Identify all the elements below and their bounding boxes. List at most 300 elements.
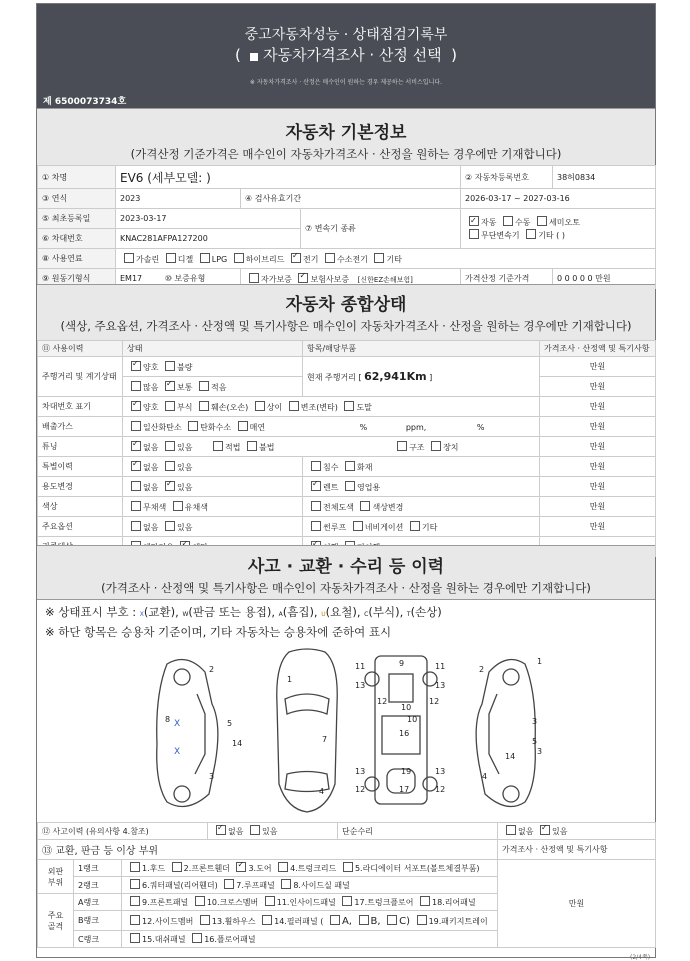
subtitle-close: ) bbox=[451, 46, 458, 64]
mileage-many-label: 많음 bbox=[143, 382, 159, 392]
first-reg-label: ⑤ 최초등록일 bbox=[38, 209, 116, 229]
mileage-text: 현재 주행거리 [ bbox=[307, 373, 362, 382]
mileage-few-label: 적음 bbox=[211, 382, 227, 392]
part-17-checkbox[interactable] bbox=[342, 896, 352, 906]
pillar-c-label: C) bbox=[399, 915, 411, 927]
mileage-normal-checkbox[interactable] bbox=[165, 381, 175, 391]
basic-info-title: 자동차 기본정보 bbox=[285, 123, 407, 143]
part-5-checkbox[interactable] bbox=[343, 862, 353, 872]
part-number-12: 12 bbox=[435, 785, 446, 794]
option-exist-checkbox[interactable] bbox=[165, 521, 175, 531]
exchange-label: ⑬ 교환, 판금 등 이상 부위 bbox=[38, 840, 498, 860]
car-damage-diagram bbox=[37, 644, 655, 820]
fuel-hybrid-checkbox[interactable] bbox=[234, 253, 244, 263]
part-19-label: 19.패키지트레이 bbox=[428, 916, 488, 926]
rankC-items bbox=[122, 931, 498, 948]
vin-corrode-checkbox[interactable] bbox=[165, 401, 175, 411]
vin-label: ⑥ 차대번호 bbox=[38, 229, 116, 249]
trans-auto-label: 자동 bbox=[481, 217, 497, 227]
option-state bbox=[123, 517, 303, 537]
basic-info-table bbox=[37, 165, 656, 289]
fuel-diesel-label: 디젤 bbox=[177, 254, 194, 264]
vin-mark-label: 차대번호 표기 bbox=[38, 397, 123, 417]
part-number-2: 2 bbox=[479, 665, 485, 674]
co-checkbox[interactable] bbox=[131, 421, 141, 431]
mileage-price-1: 만원 bbox=[540, 357, 656, 377]
part-number-3: 3 bbox=[209, 772, 215, 781]
legend-u-symbol: U bbox=[321, 611, 326, 618]
part-number-4: 4 bbox=[482, 772, 488, 781]
business-checkbox[interactable] bbox=[345, 481, 355, 491]
car-outline-right-side bbox=[476, 660, 538, 807]
part-number-2: 2 bbox=[209, 665, 215, 674]
vin-price: 만원 bbox=[540, 397, 656, 417]
vin-mark-options bbox=[123, 397, 540, 417]
tuning-legal-checkbox[interactable] bbox=[213, 441, 223, 451]
trans-semi-checkbox[interactable] bbox=[537, 216, 547, 226]
legend-x-symbol: X bbox=[139, 611, 144, 618]
col-price: 가격조사 · 산정액 및 특기사항 bbox=[540, 341, 656, 357]
color-detail bbox=[303, 497, 540, 517]
vin-damage-checkbox[interactable] bbox=[199, 401, 209, 411]
status-symbol-legend bbox=[45, 604, 442, 620]
trans-semi-label: 세미오토 bbox=[549, 217, 580, 227]
legend-w-text: (판금 또는 용접), bbox=[188, 605, 275, 619]
legend-c-text: (부식), bbox=[368, 605, 404, 619]
legend-prefix: ※ 상태표시 부호 : bbox=[45, 605, 137, 619]
part-6-checkbox[interactable] bbox=[130, 879, 140, 889]
color-state bbox=[123, 497, 303, 517]
part-number-5: 5 bbox=[227, 719, 233, 728]
special-none-checkbox[interactable] bbox=[131, 461, 141, 471]
part-18-checkbox[interactable] bbox=[420, 896, 430, 906]
co-label: 일산화탄소 bbox=[143, 422, 182, 432]
business-label: 영업용 bbox=[357, 482, 381, 492]
rankA-items bbox=[122, 894, 498, 911]
smoke-checkbox[interactable] bbox=[238, 421, 248, 431]
part-2-checkbox[interactable] bbox=[172, 862, 182, 872]
tuning-device-label: 장치 bbox=[443, 442, 459, 452]
exchange-price-col: 가격조사 · 산정액 및 특기사항 bbox=[498, 840, 656, 860]
pillar-a-label: A, bbox=[341, 915, 352, 927]
accident-history-label: ⑫ 사고이력 (유의사항 4.참조) bbox=[38, 823, 208, 840]
legend-a-symbol: A bbox=[278, 611, 283, 618]
use-change-detail bbox=[303, 477, 540, 497]
mileage-detail bbox=[303, 357, 540, 397]
co-unit: % bbox=[359, 422, 368, 432]
part-12-label: 12.사이드멤버 bbox=[142, 916, 194, 926]
part-8-checkbox[interactable] bbox=[281, 879, 291, 889]
special-price: 만원 bbox=[540, 457, 656, 477]
emission-price: 만원 bbox=[540, 417, 656, 437]
status-subtitle: (색상, 주요옵션, 가격조사 · 산정액 및 특기사항은 매수인이 자동차가격조사 · 산정을 원하는 경우에만 기재합니다) bbox=[60, 319, 632, 333]
legend-w-symbol: W bbox=[182, 611, 189, 618]
part-number-13: 13 bbox=[355, 681, 366, 690]
use-change-state bbox=[123, 477, 303, 497]
part-16-label: 16.플로어패널 bbox=[204, 935, 256, 944]
tuning-structure-checkbox[interactable] bbox=[397, 441, 407, 451]
simple-exist-label: 있음 bbox=[552, 827, 568, 836]
smoke-unit: % bbox=[476, 422, 485, 432]
status-section bbox=[37, 284, 655, 341]
basic-info-subtitle: (가격산정 기준가격은 매수인이 자동차가격조사 · 산정을 원하는 경우에만 기재합니다) bbox=[130, 147, 562, 161]
warranty-label: ⑩ 보증유형 bbox=[164, 274, 206, 283]
simple-exist-checkbox[interactable] bbox=[540, 825, 550, 835]
tuning-legal-label: 적법 bbox=[225, 442, 241, 452]
rankC-label: C랭크 bbox=[74, 931, 122, 948]
color-label: 색상 bbox=[38, 497, 123, 517]
tuning-exist-checkbox[interactable] bbox=[165, 441, 175, 451]
fuel-label: ⑧ 사용연료 bbox=[38, 249, 116, 269]
part-11-checkbox[interactable] bbox=[265, 896, 275, 906]
vin-alter-label: 변조(변타) bbox=[300, 402, 338, 412]
car-outline-top bbox=[277, 649, 338, 812]
mileage-close: ] bbox=[429, 373, 433, 382]
car-name-value: EV6 (세부모델: ) bbox=[116, 166, 461, 189]
flood-label: 침수 bbox=[323, 462, 339, 472]
mileage-good-checkbox[interactable] bbox=[131, 361, 141, 371]
legend-note: ※ 하단 항목은 승용차 기준이며, 기타 자동차는 승용차에 준하여 표시 bbox=[45, 625, 392, 639]
navi-checkbox[interactable] bbox=[353, 521, 363, 531]
legend-x-text: (교환), bbox=[143, 605, 179, 619]
use-none-checkbox[interactable] bbox=[131, 481, 141, 491]
rank2-items bbox=[122, 877, 498, 894]
part-number-13: 13 bbox=[435, 681, 446, 690]
first-reg-value: 2023-03-17 bbox=[116, 209, 301, 229]
warranty-self-label: 자가보증 bbox=[261, 274, 292, 284]
inspection-period-value: 2026-03-17 ~ 2027-03-16 bbox=[461, 189, 656, 209]
part-number-1: 1 bbox=[287, 675, 293, 684]
part-number-10: 10 bbox=[401, 703, 412, 712]
part-number-13: 13 bbox=[355, 767, 366, 776]
flood-checkbox[interactable] bbox=[311, 461, 321, 471]
smoke-label: 매연 bbox=[249, 422, 266, 432]
exchange-table bbox=[37, 839, 656, 948]
price-base-label: 가격산정 기준가격 bbox=[461, 269, 553, 289]
sunroof-label: 썬루프 bbox=[323, 522, 347, 532]
vin-good-label: 양호 bbox=[143, 402, 159, 412]
emission-options bbox=[123, 417, 540, 437]
part-number-8: 8 bbox=[165, 715, 171, 724]
part-3-label: 3.도어 bbox=[248, 864, 272, 873]
special-state bbox=[123, 457, 303, 477]
full-paint-label: 전체도색 bbox=[323, 502, 354, 512]
sunroof-checkbox[interactable] bbox=[311, 521, 321, 531]
part-number-3: 3 bbox=[537, 747, 543, 756]
transmission-options bbox=[461, 209, 656, 249]
fuel-options bbox=[116, 249, 656, 269]
part-3-checkbox[interactable] bbox=[236, 862, 246, 872]
part-number-1: 1 bbox=[537, 657, 543, 666]
part-17-label: 17.트렁크플로어 bbox=[354, 898, 414, 907]
option-price: 만원 bbox=[540, 517, 656, 537]
rankA-label: A랭크 bbox=[74, 894, 122, 911]
status-title: 자동차 종합상태 bbox=[285, 295, 407, 315]
part-10-checkbox[interactable] bbox=[195, 896, 205, 906]
warranty-ins-checkbox[interactable] bbox=[298, 273, 308, 283]
tuning-label: 튜닝 bbox=[38, 437, 123, 457]
document-title: 중고자동차성능 · 상태점검기록부 bbox=[244, 27, 448, 43]
legend-t-symbol: T bbox=[406, 611, 411, 618]
use-price: 만원 bbox=[540, 477, 656, 497]
price-base-value: 0 0 0 0 0 만원 bbox=[553, 269, 656, 289]
service-notice: ※ 자동차가격조사 · 산정은 매수인이 원하는 경우 제공하는 서비스입니다. bbox=[249, 79, 443, 86]
tuning-none-label: 없음 bbox=[143, 442, 159, 452]
rank2-label: 2랭크 bbox=[74, 877, 122, 894]
vin-value: KNAC281AFPA127200 bbox=[116, 229, 301, 249]
warranty-ins-label: 보험사보증 bbox=[310, 274, 350, 284]
vin-corrode-label: 부식 bbox=[177, 402, 193, 412]
part-number-7: 7 bbox=[322, 735, 328, 744]
part-number-12: 12 bbox=[429, 697, 440, 706]
part-number-12: 12 bbox=[377, 697, 388, 706]
part-14-checkbox[interactable] bbox=[262, 915, 272, 925]
vin-alter-checkbox[interactable] bbox=[289, 401, 299, 411]
part-number-12: 12 bbox=[355, 785, 366, 794]
part-number-4: 4 bbox=[319, 787, 325, 796]
special-none-label: 없음 bbox=[143, 462, 159, 472]
full-paint-checkbox[interactable] bbox=[311, 501, 321, 511]
pillar-b-checkbox[interactable] bbox=[359, 915, 369, 925]
rent-checkbox[interactable] bbox=[311, 481, 321, 491]
part-number-14: 14 bbox=[505, 752, 516, 761]
transmission-label: ⑦ 변속기 종류 bbox=[301, 209, 461, 249]
accident-subtitle: (가격조사 · 산정액 및 특기사항은 매수인이 자동차가격조사 · 산정을 원하는 경우에만 기재합니다) bbox=[101, 581, 591, 595]
part-16-checkbox[interactable] bbox=[192, 933, 202, 943]
option-label: 주요옵션 bbox=[38, 517, 123, 537]
hc-unit: ppm, bbox=[405, 422, 427, 432]
accident-none-checkbox[interactable] bbox=[216, 825, 226, 835]
mileage-state-row2 bbox=[123, 377, 303, 397]
legend-t-text: (손상) bbox=[410, 605, 442, 619]
part-8-label: 8.사이드실 패널 bbox=[293, 881, 350, 890]
accident-history-options bbox=[208, 823, 338, 840]
color-change-label: 색상변경 bbox=[372, 502, 404, 512]
mileage-bad-checkbox[interactable] bbox=[165, 361, 175, 371]
fuel-gasoline-label: 가솔린 bbox=[136, 254, 160, 264]
option-none-checkbox[interactable] bbox=[131, 521, 141, 531]
rent-label: 렌트 bbox=[323, 482, 339, 492]
status-table bbox=[37, 340, 656, 557]
fuel-electric-label: 전기 bbox=[302, 254, 319, 264]
use-exist-checkbox[interactable] bbox=[165, 481, 175, 491]
fuel-lpg-checkbox[interactable] bbox=[200, 253, 210, 263]
part-13-checkbox[interactable] bbox=[200, 915, 210, 925]
chromatic-label: 유채색 bbox=[184, 502, 208, 512]
simple-none-label: 없음 bbox=[518, 827, 534, 836]
year-label: ③ 연식 bbox=[38, 189, 116, 209]
use-exist-label: 있음 bbox=[177, 482, 193, 492]
part-number-11: 11 bbox=[435, 662, 446, 671]
tuning-structure-label: 구조 bbox=[409, 442, 425, 452]
mileage-many-checkbox[interactable] bbox=[131, 381, 141, 391]
rankB-label: B랭크 bbox=[74, 911, 122, 931]
part-1-checkbox[interactable] bbox=[130, 862, 140, 872]
option-none-label: 없음 bbox=[143, 522, 159, 532]
simple-repair-label: 단순수리 bbox=[338, 823, 498, 840]
part-7-checkbox[interactable] bbox=[224, 879, 234, 889]
part-number-9: 9 bbox=[399, 659, 405, 668]
part-7-label: 7.루프패널 bbox=[236, 881, 275, 890]
special-exist-label: 있음 bbox=[177, 462, 193, 472]
achromatic-checkbox[interactable] bbox=[131, 501, 141, 511]
hc-checkbox[interactable] bbox=[188, 421, 198, 431]
special-detail bbox=[303, 457, 540, 477]
part-9-checkbox[interactable] bbox=[130, 896, 140, 906]
simple-repair-options bbox=[498, 823, 656, 840]
accident-title: 사고 · 교환 · 수리 등 이력 bbox=[247, 557, 445, 577]
tuning-exist-label: 있음 bbox=[177, 442, 193, 452]
warranty-company: [신한EZ손해보험] bbox=[357, 275, 413, 284]
part-number-5: 5 bbox=[532, 737, 538, 746]
legend-c-symbol: C bbox=[364, 611, 369, 618]
year-value: 2023 bbox=[116, 189, 241, 209]
damage-mark-2: X bbox=[174, 747, 181, 757]
trans-cvt-checkbox[interactable] bbox=[469, 229, 479, 239]
fuel-hydrogen-label: 수소전기 bbox=[336, 254, 368, 264]
car-outline-left-side bbox=[157, 660, 218, 807]
vin-damage-label: 훼손(오손) bbox=[211, 402, 249, 412]
tuning-illegal-label: 불법 bbox=[259, 442, 275, 452]
mileage-normal-label: 보통 bbox=[177, 382, 193, 392]
pillar-b-label: B, bbox=[370, 915, 381, 927]
tuning-device-checkbox[interactable] bbox=[431, 441, 441, 451]
mileage-bad-label: 불량 bbox=[177, 362, 193, 372]
inspection-period-label: ④ 검사유효기간 bbox=[241, 189, 461, 209]
subtitle-open: ( bbox=[234, 46, 241, 64]
tuning-none-checkbox[interactable] bbox=[131, 441, 141, 451]
fuel-etc-checkbox[interactable] bbox=[374, 253, 384, 263]
trans-cvt-label: 무단변속기 bbox=[481, 230, 520, 240]
part-number-16: 16 bbox=[399, 729, 410, 738]
trans-manual-label: 수동 bbox=[515, 217, 531, 227]
fuel-electric-checkbox[interactable] bbox=[291, 253, 301, 263]
part-4-checkbox[interactable] bbox=[278, 862, 288, 872]
option-etc-label: 기타 bbox=[421, 522, 438, 532]
fuel-lpg-label: LPG bbox=[211, 254, 228, 264]
part-12-checkbox[interactable] bbox=[130, 915, 140, 925]
color-change-checkbox[interactable] bbox=[360, 501, 370, 511]
part-14-label: 14.필러패널 ( bbox=[274, 916, 324, 926]
damage-marks bbox=[174, 719, 180, 757]
legend-u-text: (요철), bbox=[325, 605, 361, 619]
part-10-label: 10.크로스멤버 bbox=[206, 898, 259, 907]
hc-label: 탄화수소 bbox=[200, 422, 232, 432]
col-detail: 항목/해당부품 bbox=[303, 341, 540, 357]
main-frame-label: 주요 골격 bbox=[38, 894, 74, 948]
special-label: 특별이력 bbox=[38, 457, 123, 477]
vin-theft-checkbox[interactable] bbox=[344, 401, 354, 411]
part-number-13: 13 bbox=[435, 767, 446, 776]
accident-section bbox=[37, 545, 655, 600]
part-6-label: 6.쿼터패널(리어휀더) bbox=[142, 881, 218, 890]
reg-no-value: 38허0834 bbox=[553, 166, 656, 189]
outer-label: 외판 부위 bbox=[38, 860, 74, 894]
document-header bbox=[37, 4, 655, 108]
pillar-c-checkbox[interactable] bbox=[387, 915, 397, 925]
vin-diff-checkbox[interactable] bbox=[255, 401, 265, 411]
tuning-options bbox=[123, 437, 540, 457]
accident-exist-label: 있음 bbox=[262, 827, 278, 836]
fire-label: 화재 bbox=[357, 462, 373, 472]
fuel-hybrid-label: 하이브리드 bbox=[245, 254, 285, 264]
fire-checkbox[interactable] bbox=[345, 461, 355, 471]
part-2-label: 2.프론트휀더 bbox=[183, 864, 230, 873]
rank1-items bbox=[122, 860, 498, 877]
part-9-label: 9.프론트패널 bbox=[142, 898, 189, 907]
price-survey-checkbox[interactable] bbox=[250, 53, 258, 61]
record-number: 제 6500073734호 bbox=[43, 97, 127, 107]
tuning-illegal-checkbox[interactable] bbox=[247, 441, 257, 451]
pillar-a-checkbox[interactable] bbox=[330, 915, 340, 925]
exchange-price-value: 만원 bbox=[498, 860, 656, 948]
part-number-19: 19 bbox=[401, 767, 412, 776]
use-change-label: 용도변경 bbox=[38, 477, 123, 497]
option-exist-label: 있음 bbox=[177, 522, 193, 532]
part-1-label: 1.후드 bbox=[142, 864, 166, 873]
part-5-label: 5.라디에이터 서포트(볼트체결부품) bbox=[354, 864, 480, 873]
color-price: 만원 bbox=[540, 497, 656, 517]
tuning-price: 만원 bbox=[540, 437, 656, 457]
mileage-label: 주행거리 및 계기상태 bbox=[38, 357, 123, 397]
navi-label: 네비게이션 bbox=[364, 522, 404, 532]
damage-mark-1: X bbox=[174, 719, 181, 729]
vin-theft-label: 도말 bbox=[356, 402, 372, 412]
accident-exist-checkbox[interactable] bbox=[250, 825, 260, 835]
fuel-gasoline-checkbox[interactable] bbox=[124, 253, 134, 263]
fuel-diesel-checkbox[interactable] bbox=[166, 253, 176, 263]
special-exist-checkbox[interactable] bbox=[165, 461, 175, 471]
trans-manual-checkbox[interactable] bbox=[503, 216, 513, 226]
chromatic-checkbox[interactable] bbox=[173, 501, 183, 511]
vin-good-checkbox[interactable] bbox=[131, 401, 141, 411]
page-footer: (2/4쪽) bbox=[630, 954, 651, 961]
inspection-record-page bbox=[36, 3, 656, 958]
part-11-label: 11.인사이드패널 bbox=[276, 898, 336, 907]
part-number-labels bbox=[165, 657, 542, 796]
mileage-good-label: 양호 bbox=[143, 362, 159, 372]
option-detail bbox=[303, 517, 540, 537]
mileage-few-checkbox[interactable] bbox=[199, 381, 209, 391]
basic-info-section bbox=[37, 108, 655, 166]
fuel-hydrogen-checkbox[interactable] bbox=[325, 253, 335, 263]
engine-label: ⑨ 원동기형식 bbox=[38, 269, 116, 289]
emission-label: 배출가스 bbox=[38, 417, 123, 437]
legend-a-text: (흠집), bbox=[282, 605, 318, 619]
part-15-label: 15.대쉬패널 bbox=[142, 935, 186, 944]
car-name-label: ① 차명 bbox=[38, 166, 116, 189]
achromatic-label: 무채색 bbox=[143, 502, 167, 512]
part-number-14: 14 bbox=[232, 739, 243, 748]
warranty-self-checkbox[interactable] bbox=[249, 273, 259, 283]
part-13-label: 13.휠하우스 bbox=[211, 916, 256, 926]
rankB-items bbox=[122, 911, 498, 931]
trans-etc-checkbox[interactable] bbox=[526, 229, 536, 239]
mileage-value: 62,941Km bbox=[364, 370, 427, 383]
part-number-17: 17 bbox=[399, 785, 410, 794]
trans-auto-checkbox[interactable] bbox=[469, 216, 479, 226]
engine-value-text: EM17 bbox=[120, 274, 143, 283]
part-19-checkbox[interactable] bbox=[417, 915, 427, 925]
col-state: 상태 bbox=[123, 341, 303, 357]
part-15-checkbox[interactable] bbox=[130, 933, 140, 943]
option-etc-checkbox[interactable] bbox=[410, 521, 420, 531]
simple-none-checkbox[interactable] bbox=[506, 825, 516, 835]
use-none-label: 없음 bbox=[143, 482, 159, 492]
mileage-state-row1 bbox=[123, 357, 303, 377]
reg-no-label: ② 자동차등록번호 bbox=[461, 166, 553, 189]
part-number-11: 11 bbox=[355, 662, 366, 671]
